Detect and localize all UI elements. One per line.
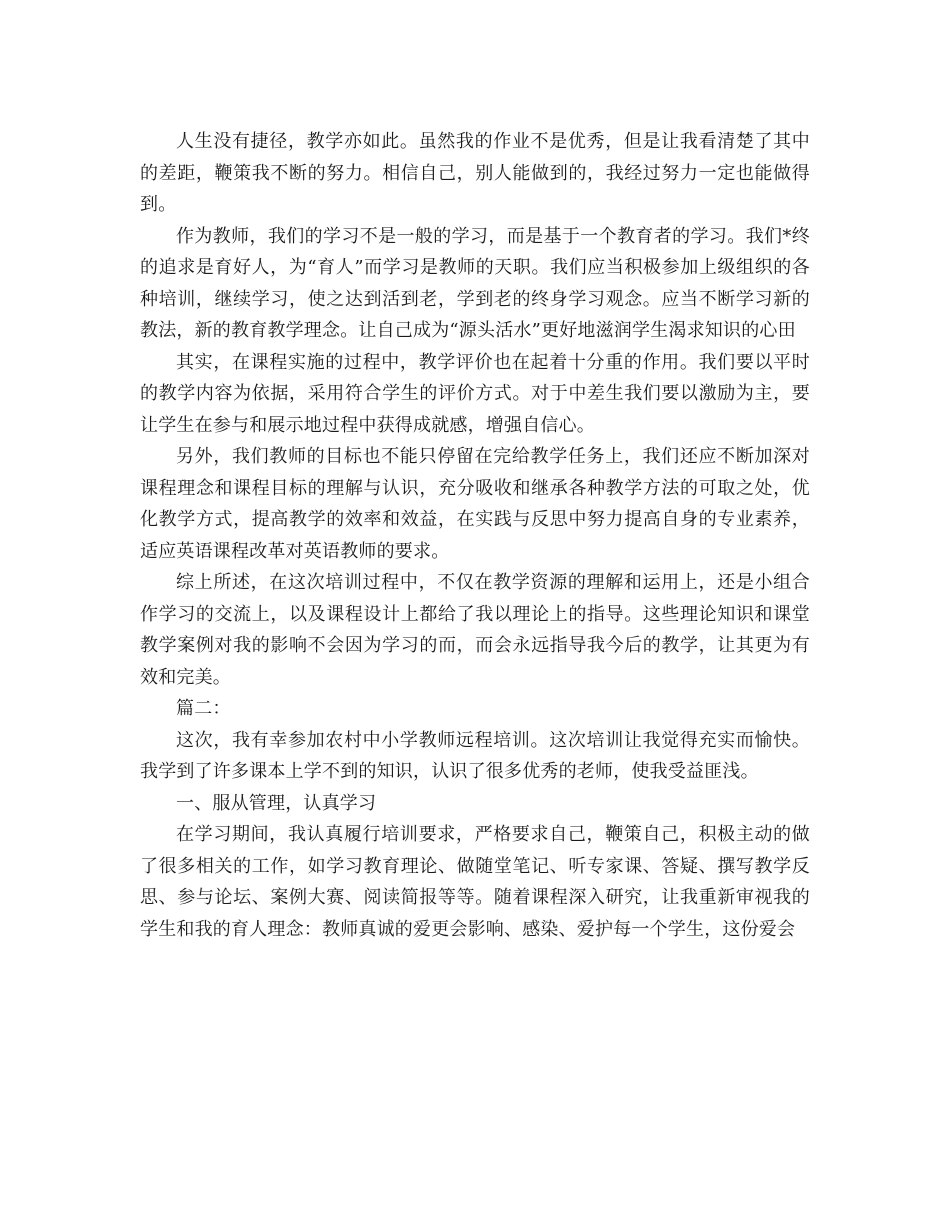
paragraph: 人生没有捷径，教学亦如此。虽然我的作业不是优秀，但是让我看清楚了其中的差距，鞭策我不断的努力。相信自己，别人能做到的，我经过努力一定也能做得到。 (140, 131, 810, 215)
paragraph: 在学习期间，我认真履行培训要求，严格要求自己，鞭策自己，积极主动的做了很多相关的工作，如学习教育理论、做随堂笔记、听专家课、答疑、撰写教学反思、参与论坛、案例大赛、阅读简报等等。随着课程深入研究，让我重新审视我的学生和我的育人理念：教师真诚的爱更会影响、感染、爱护每一个学生，这份爱会 (140, 824, 810, 940)
document-body (140, 126, 810, 945)
subsection-heading: 一、服从管理，认真学习 (176, 792, 377, 814)
paragraph: 另外，我们教师的目标也不能只停留在完给教学任务上，我们还应不断加深对课程理念和课程目标的理解与认识，充分吸收和继承各种教学方法的可取之处，优化教学方式，提高教学的效率和效益，在实践与反思中努力提高自身的专业素养，适应英语课程改革对英语教师的要求。 (140, 446, 810, 562)
paragraph: 这次，我有幸参加农村中小学教师远程培训。这次培训让我觉得充实而愉快。我学到了许多课本上学不到的知识，认识了很多优秀的老师，使我受益匪浅。 (140, 729, 810, 782)
section-heading: 篇二： (176, 698, 231, 719)
paragraph: 作为教师，我们的学习不是一般的学习，而是基于一个教育者的学习。我们*终的追求是育好人，为“育人”而学习是教师的天职。我们应当积极参加上级组织的各种培训，继续学习，使之达到活到老，学到老的终身学习观念。应当不断学习新的教法，新的教育教学理念。让自己成为“源头活水”更好地滋润学生渴求知识的心田 (140, 225, 810, 341)
paragraph: 其实，在课程实施的过程中，教学评价也在起着十分重的作用。我们要以平时的教学内容为依据，采用符合学生的评价方式。对于中差生我们要以激励为主，要让学生在参与和展示地过程中获得成就感，增强自信心。 (140, 351, 810, 436)
paragraph: 综上所述，在这次培训过程中，不仅在教学资源的理解和运用上，还是小组合作学习的交流上，以及课程设计上都给了我以理论上的指导。这些理论知识和课堂教学案例对我的影响不会因为学习的而，而会永远指导我今后的教学，让其更为有效和完美。 (140, 572, 810, 688)
